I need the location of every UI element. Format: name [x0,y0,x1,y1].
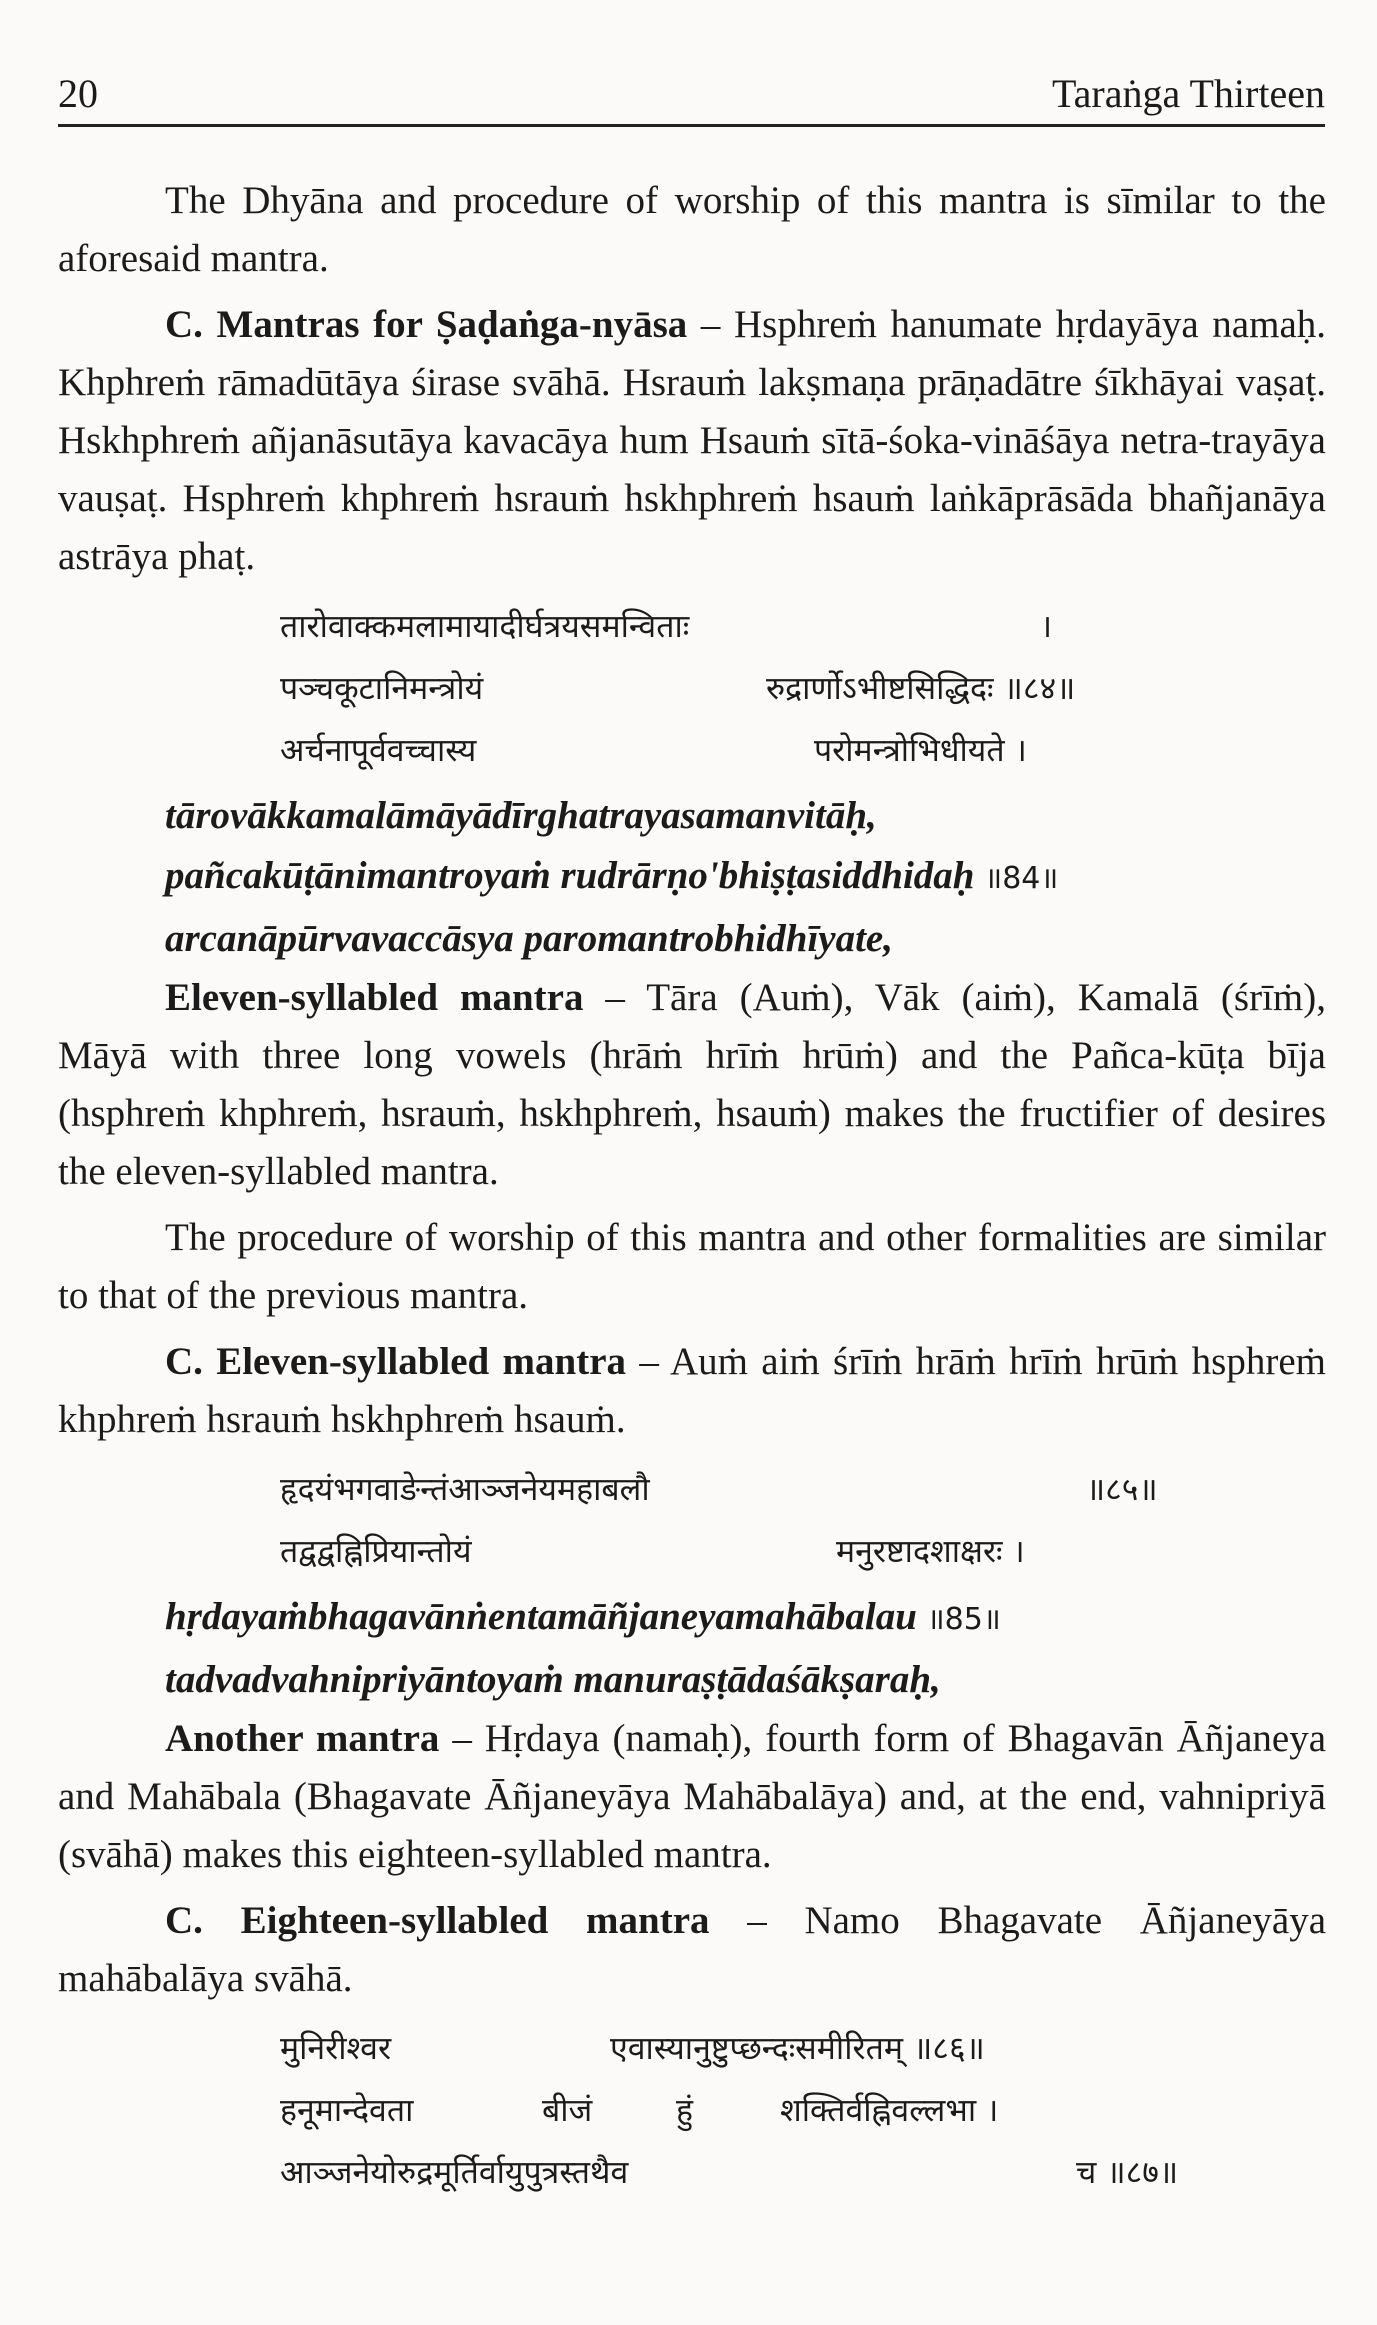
page-header [58,60,1325,127]
paragraph-heading: Another mantra [165,1717,440,1760]
sanskrit-verse-line: पञ्चकूटानिमन्त्रोयं रुद्रार्णोऽभीष्टसिद्धिदः ॥८४॥ [280,669,1076,707]
running-title: Taraṅga Thirteen [1052,71,1325,116]
paragraph-heading: C. Mantras for Ṣaḍaṅga-nyāsa [165,303,688,346]
sanskrit-verse-line: अर्चनापूर्ववच्चास्य परोमन्त्रोभिधीयते । [280,731,1027,769]
paragraph-heading: C. Eleven-syllabled mantra [165,1340,627,1383]
paragraph-dhyana: The Dhyāna and procedure of worship of this mantra is sīmilar to the aforesaid mantra. [58,179,1326,280]
paragraph-eleven-syllabled [58,969,1326,1201]
verse-number: ॥84॥ [984,861,1059,896]
transliteration-line: tadvadvahnipriyāntoyaṁ manuraṣṭādaśākṣaraḥ, [165,1658,941,1701]
paragraph-text: – Hṛdaya (namaḥ), fourth form of Bhagavān Āñjaneya and Mahābala (Bhagavate Āñjaneyāya Mahābalāya) and, at the end, vahnipriyā (svāhā) makes this eighteen-syllabled mantra. [58,1717,1327,1876]
sanskrit-verse-line: मुनिरीश्वर एवास्यानुष्टुप्छन्दःसमीरितम् ॥८६॥ [280,2029,985,2067]
page-number: 20 [58,71,98,116]
paragraph-procedure: The procedure of worship of this mantra and other formalities are similar to that of the previous mantra. [58,1216,1326,1317]
paragraph-sadanga-nyasa [58,296,1326,586]
sanskrit-verse-line: आञ्जनेयोरुद्रमूर्तिर्वायुपुत्रस्तथैव च ॥८७॥ [280,2153,1179,2191]
verse-number: ॥85॥ [926,1602,1001,1637]
paragraph-text: – Auṁ aiṁ śrīṁ hrāṁ hrīṁ hrūṁ hsphreṁ khphreṁ hsrauṁ hskhphreṁ hsauṁ. [58,1340,1326,1441]
paragraph-text: – Namo Bhagavate Āñjaneyāya mahābalāya svāhā. [58,1899,1326,2000]
paragraph-eighteen-syllabled [58,1892,1326,2008]
transliteration-line: tārovākkamalāmāyādīrghatrayasamanvitāḥ, [165,794,877,837]
paragraph-heading: Eleven-syllabled mantra [165,976,584,1019]
paragraph-heading: C. Eighteen-syllabled mantra [165,1899,710,1942]
transliteration-line: pañcakūṭānimantroyaṁ rudrārṇo'bhiṣṭasiddhidaḥ ॥84॥ [165,854,1059,897]
sanskrit-verse-line: तद्वद्वह्निप्रियान्तोयं मनुरष्टादशाक्षरः । [280,1532,1025,1570]
transliteration-line: arcanāpūrvavaccāsya paromantrobhidhīyate, [165,917,893,960]
paragraph-text: – Hsphreṁ hanumate hṛdayāya namaḥ. Khphreṁ rāmadūtāya śirase svāhā. Hsrauṁ lakṣmaṇa prāṇadātre śīkhāyai vaṣaṭ. Hskhphreṁ añjanāsutāya kavacāya hum Hsauṁ sītā-śoka-vināśāya netra-trayāya vauṣaṭ. Hsphreṁ khphreṁ hsrauṁ hskhphreṁ hsauṁ laṅkāprāsāda bhañjanāya astrāya phaṭ. [58,303,1327,578]
sanskrit-verse-line: हनूमान्देवता बीजं हुं शक्तिर्वह्निवल्लभा । [280,2091,999,2129]
sanskrit-verse-line: तारोवाक्कमलामायादीर्घत्रयसमन्विताः । [280,607,1053,645]
page-body [58,172,1326,2208]
sanskrit-verse-line: हृदयंभगवाङेन्तंआञ्जनेयमहाबलौ ॥८५॥ [280,1470,1158,1508]
paragraph-c-eleven-syllabled [58,1333,1326,1449]
paragraph-another-mantra [58,1710,1326,1884]
paragraph-text: – Tāra (Auṁ), Vāk (aiṁ), Kamalā (śrīṁ), Māyā with three long vowels (hrāṁ hrīṁ hrūṁ) and the Pañca-kūṭa bīja (hsphreṁ khphreṁ, hsrauṁ, hskhphreṁ, hsauṁ) makes the fructifier of desires the eleven-syllabled mantra. [58,976,1326,1193]
transliteration-line: hṛdayaṁbhagavānṅentamāñjaneyamahābalau ॥85॥ [165,1595,1001,1638]
